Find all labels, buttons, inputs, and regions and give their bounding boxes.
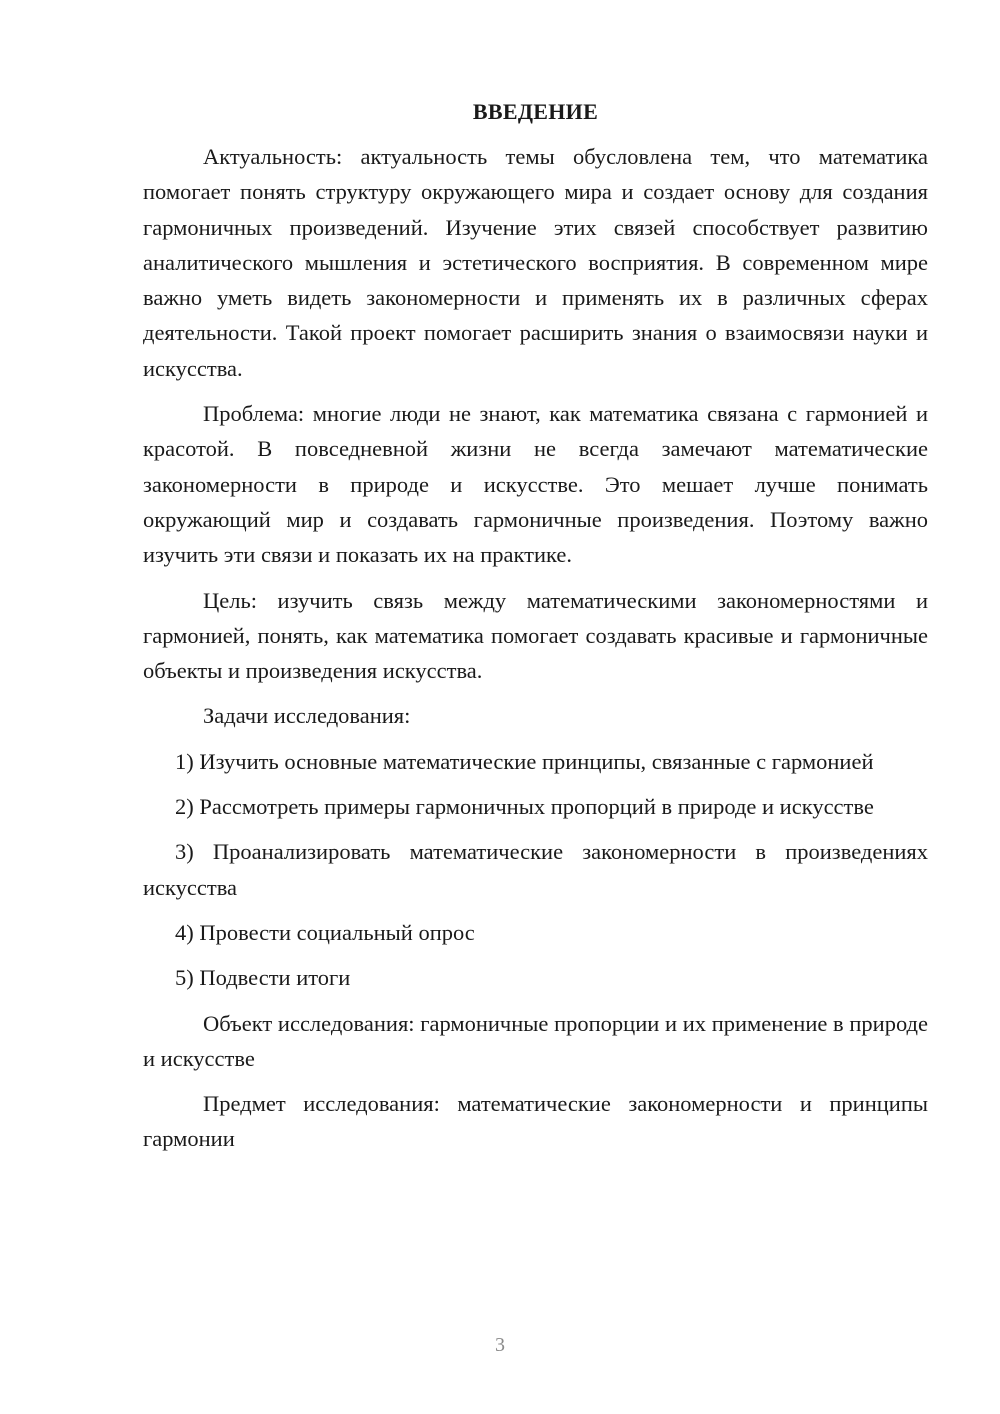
task-item: 4) Провести социальный опрос xyxy=(175,919,475,945)
paragraph-problem: Проблема: многие люди не знают, как математика связана с гармонией и красотой. В повседневной жизни не всегда замечают математические закономерности в природе и искусстве. Это мешает лучше понимать окружающий мир и создавать гармоничные произведения. Поэтому важно изучить эти связи и показать их на практике. xyxy=(143,401,928,568)
task-item: 1) Изучить основные математические принципы, связанные с гармонией xyxy=(175,748,874,774)
paragraph-object: Объект исследования: гармоничные пропорции и их применение в природе и искусстве xyxy=(143,1010,928,1071)
tasks-list xyxy=(143,744,928,996)
section-title: ВВЕДЕНИЕ xyxy=(472,99,599,124)
paragraph-relevance: Актуальность: актуальность темы обусловлена тем, что математика помогает понять структуру окружающего мира и создает основу для создания гармоничных произведений. Изучение этих связей способствует развитию аналитического мышления и эстетического восприятия. В современном мире важно уметь видеть закономерности и применять их в различных сферах деятельности. Такой проект помогает расширить знания о взаимосвязи науки и искусства. xyxy=(143,144,928,381)
task-item: 5) Подвести итоги xyxy=(175,965,351,991)
page-number: 3 xyxy=(495,1334,505,1356)
task-item: 2) Рассмотреть примеры гармоничных пропорций в природе и искусстве xyxy=(175,794,874,820)
task-item: 3) Проанализировать математические закономерности в произведениях искусства xyxy=(143,839,928,900)
document-page xyxy=(143,94,928,1157)
paragraph-subject: Предмет исследования: математические закономерности и принципы гармонии xyxy=(143,1091,928,1152)
paragraph-goal: Цель: изучить связь между математическими закономерностями и гармонией, понять, как математика помогает создавать красивые и гармоничные объекты и произведения искусства. xyxy=(143,587,928,684)
tasks-heading: Задачи исследования: xyxy=(203,703,411,729)
